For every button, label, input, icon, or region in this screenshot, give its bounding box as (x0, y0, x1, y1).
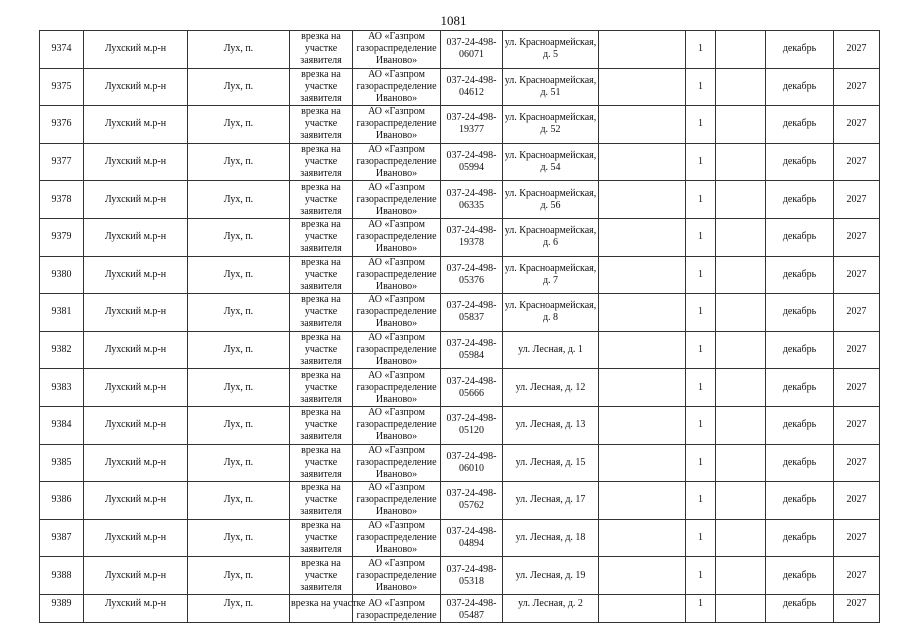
cell-month: декабрь (766, 444, 834, 482)
cell-number: 9374 (40, 31, 84, 69)
cell-district: Лухский м.р-н (84, 557, 188, 595)
table-row (40, 557, 880, 595)
cell-year: 2027 (834, 31, 880, 69)
cell-locality: Лух, п. (188, 519, 290, 557)
cell-locality: Лух, п. (188, 256, 290, 294)
cell-organization: АО «Газпром газораспределение Иваново» (353, 557, 441, 595)
cell-address: ул. Красноармейская, д. 56 (503, 181, 599, 219)
table-row (40, 369, 880, 407)
cell-work-type: врезка на участке заявителя (290, 369, 353, 407)
cell-year: 2027 (834, 143, 880, 181)
cell-number: 9379 (40, 218, 84, 256)
cell-object-code: 037-24-498-19377 (441, 106, 503, 144)
cell-number: 9382 (40, 331, 84, 369)
cell-empty (716, 482, 766, 520)
cell-object-code: 037-24-498-05376 (441, 256, 503, 294)
cell-work-type: врезка на участке (290, 594, 353, 622)
cell-work-type: врезка на участке заявителя (290, 406, 353, 444)
cell-count: 1 (686, 143, 716, 181)
cell-address: ул. Лесная, д. 18 (503, 519, 599, 557)
cell-address: ул. Красноармейская, д. 6 (503, 218, 599, 256)
cell-district: Лухский м.р-н (84, 294, 188, 332)
cell-year: 2027 (834, 557, 880, 595)
cell-count: 1 (686, 181, 716, 219)
table-row (40, 482, 880, 520)
cell-count: 1 (686, 482, 716, 520)
cell-address: ул. Лесная, д. 1 (503, 331, 599, 369)
cell-empty (716, 181, 766, 219)
cell-work-type: врезка на участке заявителя (290, 143, 353, 181)
cell-organization: АО «Газпром газораспределение Иваново» (353, 444, 441, 482)
cell-number: 9387 (40, 519, 84, 557)
cell-object-code: 037-24-498-06335 (441, 181, 503, 219)
cell-month: декабрь (766, 143, 834, 181)
cell-work-type: врезка на участке заявителя (290, 181, 353, 219)
cell-work-type: врезка на участке заявителя (290, 519, 353, 557)
cell-number: 9384 (40, 406, 84, 444)
cell-empty (599, 482, 686, 520)
cell-month: декабрь (766, 557, 834, 595)
cell-number: 9383 (40, 369, 84, 407)
cell-number: 9377 (40, 143, 84, 181)
cell-number: 9388 (40, 557, 84, 595)
cell-object-code: 037-24-498-05120 (441, 406, 503, 444)
cell-object-code: 037-24-498-05762 (441, 482, 503, 520)
cell-address: ул. Лесная, д. 12 (503, 369, 599, 407)
cell-count: 1 (686, 369, 716, 407)
cell-object-code: 037-24-498-06071 (441, 31, 503, 69)
cell-empty (716, 444, 766, 482)
table-row (40, 406, 880, 444)
cell-empty (599, 106, 686, 144)
cell-organization: АО «Газпром газораспределение Иваново» (353, 331, 441, 369)
cell-organization: АО «Газпром газораспределение Иваново» (353, 106, 441, 144)
cell-address: ул. Лесная, д. 15 (503, 444, 599, 482)
cell-empty (599, 406, 686, 444)
cell-year: 2027 (834, 218, 880, 256)
cell-work-type: врезка на участке заявителя (290, 218, 353, 256)
cell-year: 2027 (834, 331, 880, 369)
cell-month: декабрь (766, 406, 834, 444)
table-row (40, 218, 880, 256)
table-row (40, 444, 880, 482)
cell-month: декабрь (766, 218, 834, 256)
cell-district: Лухский м.р-н (84, 444, 188, 482)
cell-year: 2027 (834, 369, 880, 407)
cell-year: 2027 (834, 444, 880, 482)
cell-district: Лухский м.р-н (84, 218, 188, 256)
cell-district: Лухский м.р-н (84, 594, 188, 622)
cell-locality: Лух, п. (188, 406, 290, 444)
cell-district: Лухский м.р-н (84, 369, 188, 407)
cell-object-code: 037-24-498-05318 (441, 557, 503, 595)
table-row (40, 331, 880, 369)
cell-address: ул. Красноармейская, д. 52 (503, 106, 599, 144)
cell-organization: АО «Газпром газораспределение Иваново» (353, 218, 441, 256)
cell-empty (599, 519, 686, 557)
cell-work-type: врезка на участке заявителя (290, 331, 353, 369)
cell-address: ул. Красноармейская, д. 5 (503, 31, 599, 69)
cell-empty (716, 369, 766, 407)
cell-locality: Лух, п. (188, 594, 290, 622)
cell-number: 9378 (40, 181, 84, 219)
cell-year: 2027 (834, 106, 880, 144)
cell-count: 1 (686, 406, 716, 444)
cell-count: 1 (686, 331, 716, 369)
cell-district: Лухский м.р-н (84, 482, 188, 520)
cell-work-type: врезка на участке заявителя (290, 557, 353, 595)
cell-address: ул. Красноармейская, д. 7 (503, 256, 599, 294)
table-row (40, 106, 880, 144)
cell-month: декабрь (766, 181, 834, 219)
cell-address: ул. Лесная, д. 13 (503, 406, 599, 444)
cell-empty (716, 218, 766, 256)
cell-locality: Лух, п. (188, 31, 290, 69)
cell-district: Лухский м.р-н (84, 31, 188, 69)
cell-month: декабрь (766, 31, 834, 69)
cell-month: декабрь (766, 106, 834, 144)
cell-empty (599, 369, 686, 407)
cell-empty (599, 557, 686, 595)
cell-month: декабрь (766, 594, 834, 622)
cell-address: ул. Лесная, д. 2 (503, 594, 599, 622)
cell-count: 1 (686, 294, 716, 332)
cell-locality: Лух, п. (188, 444, 290, 482)
cell-district: Лухский м.р-н (84, 106, 188, 144)
cell-object-code: 037-24-498-06010 (441, 444, 503, 482)
cell-year: 2027 (834, 181, 880, 219)
cell-address: ул. Красноармейская, д. 51 (503, 68, 599, 106)
table-row (40, 256, 880, 294)
cell-empty (599, 143, 686, 181)
cell-empty (716, 68, 766, 106)
cell-empty (599, 594, 686, 622)
cell-district: Лухский м.р-н (84, 331, 188, 369)
cell-locality: Лух, п. (188, 68, 290, 106)
table-row (40, 68, 880, 106)
cell-month: декабрь (766, 294, 834, 332)
cell-organization: АО «Газпром газораспределение Иваново» (353, 68, 441, 106)
cell-organization: АО «Газпром газораспределение Иваново» (353, 31, 441, 69)
cell-work-type: врезка на участке заявителя (290, 444, 353, 482)
cell-object-code: 037-24-498-05984 (441, 331, 503, 369)
cell-work-type: врезка на участке заявителя (290, 256, 353, 294)
cell-month: декабрь (766, 256, 834, 294)
cell-organization: АО «Газпром газораспределение Иваново» (353, 519, 441, 557)
cell-month: декабрь (766, 68, 834, 106)
cell-empty (716, 143, 766, 181)
cell-count: 1 (686, 557, 716, 595)
cell-empty (599, 181, 686, 219)
table-row (40, 31, 880, 69)
cell-empty (716, 594, 766, 622)
cell-object-code: 037-24-498-05666 (441, 369, 503, 407)
cell-locality: Лух, п. (188, 331, 290, 369)
cell-object-code: 037-24-498-05837 (441, 294, 503, 332)
cell-locality: Лух, п. (188, 218, 290, 256)
cell-address: ул. Красноармейская, д. 8 (503, 294, 599, 332)
cell-year: 2027 (834, 294, 880, 332)
cell-count: 1 (686, 218, 716, 256)
cell-district: Лухский м.р-н (84, 181, 188, 219)
cell-empty (716, 106, 766, 144)
cell-work-type: врезка на участке заявителя (290, 68, 353, 106)
cell-empty (599, 444, 686, 482)
cell-count: 1 (686, 106, 716, 144)
table-row (40, 181, 880, 219)
cell-object-code: 037-24-498-05487 (441, 594, 503, 622)
cell-organization: АО «Газпром газораспределение Иваново» (353, 406, 441, 444)
cell-year: 2027 (834, 256, 880, 294)
cell-organization: АО «Газпром газораспределение Иваново» (353, 143, 441, 181)
cell-object-code: 037-24-498-04894 (441, 519, 503, 557)
cell-year: 2027 (834, 406, 880, 444)
cell-empty (599, 294, 686, 332)
cell-year: 2027 (834, 594, 880, 622)
cell-organization: АО «Газпром газораспределение Иваново» (353, 256, 441, 294)
cell-organization: АО «Газпром газораспределение Иваново» (353, 294, 441, 332)
cell-district: Лухский м.р-н (84, 519, 188, 557)
cell-object-code: 037-24-498-05994 (441, 143, 503, 181)
table-body (40, 31, 880, 623)
cell-count: 1 (686, 68, 716, 106)
cell-organization: АО «Газпром газораспределение Иваново» (353, 369, 441, 407)
cell-number: 9380 (40, 256, 84, 294)
table-row (40, 143, 880, 181)
cell-organization: АО «Газпром газораспределение Иваново» (353, 181, 441, 219)
cell-empty (599, 68, 686, 106)
cell-empty (716, 519, 766, 557)
cell-year: 2027 (834, 519, 880, 557)
cell-empty (716, 331, 766, 369)
cell-month: декабрь (766, 519, 834, 557)
table-row (40, 519, 880, 557)
cell-locality: Лух, п. (188, 143, 290, 181)
cell-organization: АО «Газпром газораспределение (353, 594, 441, 622)
cell-count: 1 (686, 594, 716, 622)
cell-locality: Лух, п. (188, 181, 290, 219)
cell-locality: Лух, п. (188, 369, 290, 407)
cell-empty (599, 256, 686, 294)
cell-number: 9386 (40, 482, 84, 520)
cell-number: 9381 (40, 294, 84, 332)
cell-object-code: 037-24-498-04612 (441, 68, 503, 106)
cell-month: декабрь (766, 369, 834, 407)
cell-empty (716, 256, 766, 294)
cell-empty (716, 31, 766, 69)
registry-table (39, 30, 880, 623)
cell-month: декабрь (766, 482, 834, 520)
cell-number: 9376 (40, 106, 84, 144)
cell-organization: АО «Газпром газораспределение Иваново» (353, 482, 441, 520)
cell-address: ул. Лесная, д. 17 (503, 482, 599, 520)
cell-empty (716, 294, 766, 332)
cell-district: Лухский м.р-н (84, 256, 188, 294)
cell-empty (716, 406, 766, 444)
cell-district: Лухский м.р-н (84, 68, 188, 106)
cell-work-type: врезка на участке заявителя (290, 106, 353, 144)
cell-count: 1 (686, 31, 716, 69)
cell-object-code: 037-24-498-19378 (441, 218, 503, 256)
cell-number: 9375 (40, 68, 84, 106)
cell-number: 9385 (40, 444, 84, 482)
cell-count: 1 (686, 519, 716, 557)
cell-empty (599, 31, 686, 69)
cell-work-type: врезка на участке заявителя (290, 31, 353, 69)
cell-address: ул. Красноармейская, д. 54 (503, 143, 599, 181)
cell-locality: Лух, п. (188, 106, 290, 144)
cell-month: декабрь (766, 331, 834, 369)
cell-number: 9389 (40, 594, 84, 622)
cell-locality: Лух, п. (188, 294, 290, 332)
table-row (40, 594, 880, 622)
cell-empty (716, 557, 766, 595)
cell-locality: Лух, п. (188, 482, 290, 520)
cell-district: Лухский м.р-н (84, 143, 188, 181)
cell-locality: Лух, п. (188, 557, 290, 595)
cell-empty (599, 331, 686, 369)
page-number: 1081 (440, 13, 467, 28)
cell-empty (599, 218, 686, 256)
cell-count: 1 (686, 444, 716, 482)
cell-work-type: врезка на участке заявителя (290, 482, 353, 520)
table-row (40, 294, 880, 332)
cell-address: ул. Лесная, д. 19 (503, 557, 599, 595)
cell-district: Лухский м.р-н (84, 406, 188, 444)
cell-year: 2027 (834, 482, 880, 520)
cell-work-type: врезка на участке заявителя (290, 294, 353, 332)
cell-year: 2027 (834, 68, 880, 106)
cell-count: 1 (686, 256, 716, 294)
